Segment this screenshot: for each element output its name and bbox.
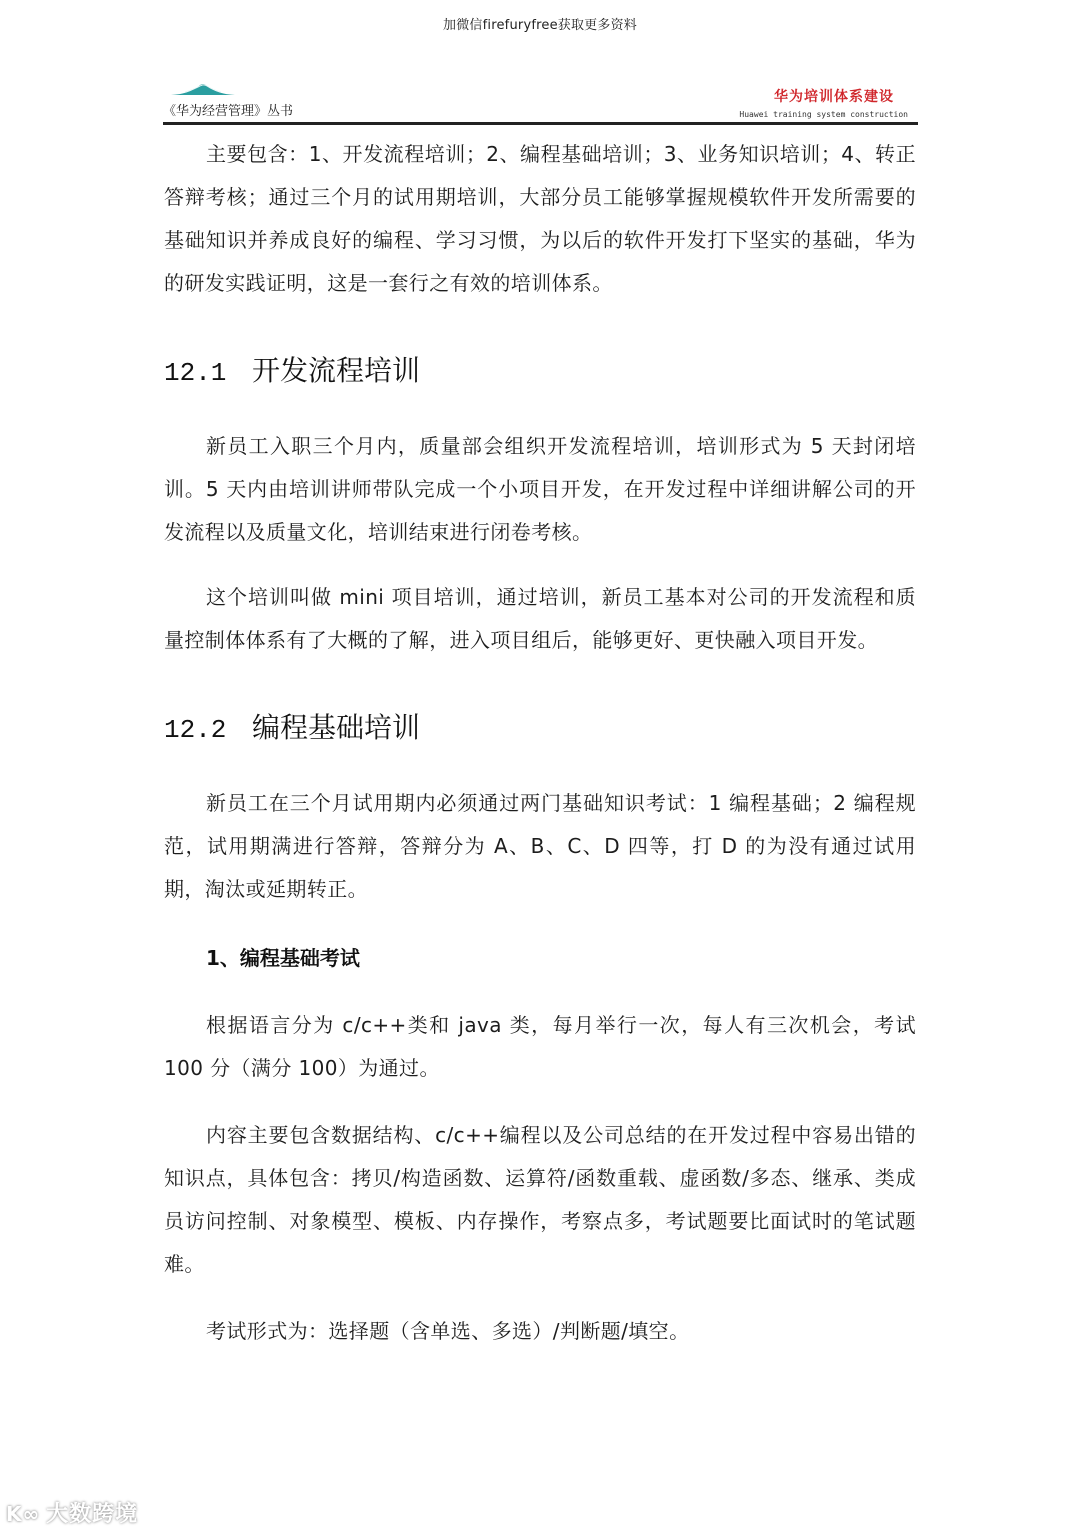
watermark-text: 大数跨境 [46, 1502, 139, 1527]
header-divider [163, 122, 918, 125]
paragraph: 新员工在三个月试用期内必须通过两门基础知识考试：1 编程基础；2 编程规范，试用期满进行答辩，答辩分为 A、B、C、D 四等，打 D 的为没有通过试用期，淘汰或延期转正。 [164, 791, 916, 901]
top-watermark-text: 加微信firefuryfree获取更多资料 [443, 18, 637, 33]
brand-mark-icon: K∞ [6, 1502, 41, 1526]
mountain-logo-icon [171, 80, 235, 96]
brand-title-cn: 华为培训体系建设 [774, 89, 894, 105]
section-title: 编程基础培训 [252, 711, 421, 744]
section-heading-12-1 [164, 347, 916, 395]
paragraph: 新员工入职三个月内，质量部会组织开发流程培训，培训形式为 5 天封闭培训。5 天内由培训讲师带队完成一个小项目开发，在开发过程中详细讲解公司的开发流程以及质量文化，培训结束进行闭卷考核。 [164, 434, 916, 544]
document-body [164, 133, 916, 1353]
intro-paragraph: 主要包含：1、开发流程培训；2、编程基础培训；3、业务知识培训；4、转正答辩考核；通过三个月的试用期培训，大部分员工能够掌握规模软件开发所需要的基础知识并养成良好的编程、学习习惯，为以后的软件开发打下坚实的基础，华为的研发实践证明，这是一套行之有效的培训体系。 [164, 142, 916, 295]
brand-title-en: Huawei training system construction [739, 110, 908, 119]
section-heading-12-2 [164, 704, 916, 752]
bottom-watermark-logo [6, 1497, 138, 1528]
page-header [163, 76, 918, 126]
section-number: 12.2 [164, 715, 227, 745]
section-number: 12.1 [164, 358, 227, 388]
paragraph: 这个培训叫做 mini 项目培训，通过培训，新员工基本对公司的开发流程和质量控制体体系有了大概的了解，进入项目组后，能够更好、更快融入项目开发。 [164, 585, 916, 652]
section-title: 开发流程培训 [252, 354, 421, 387]
subsection-heading: 1、编程基础考试 [206, 946, 360, 970]
paragraph: 根据语言分为 c/c++类和 java 类，每月举行一次，每人有三次机会，考试 100 分（满分 100）为通过。 [164, 1013, 916, 1080]
paragraph: 考试形式为：选择题（含单选、多选）/判断题/填空。 [206, 1319, 690, 1343]
paragraph: 内容主要包含数据结构、c/c++编程以及公司总结的在开发过程中容易出错的知识点，具体包含：拷贝/构造函数、运算符/函数重载、虚函数/多态、继承、类成员访问控制、对象模型、模板、内存操作，考察点多，考试题要比面试时的笔试题难。 [164, 1123, 916, 1276]
series-title: 《华为经营管理》丛书 [163, 104, 294, 119]
